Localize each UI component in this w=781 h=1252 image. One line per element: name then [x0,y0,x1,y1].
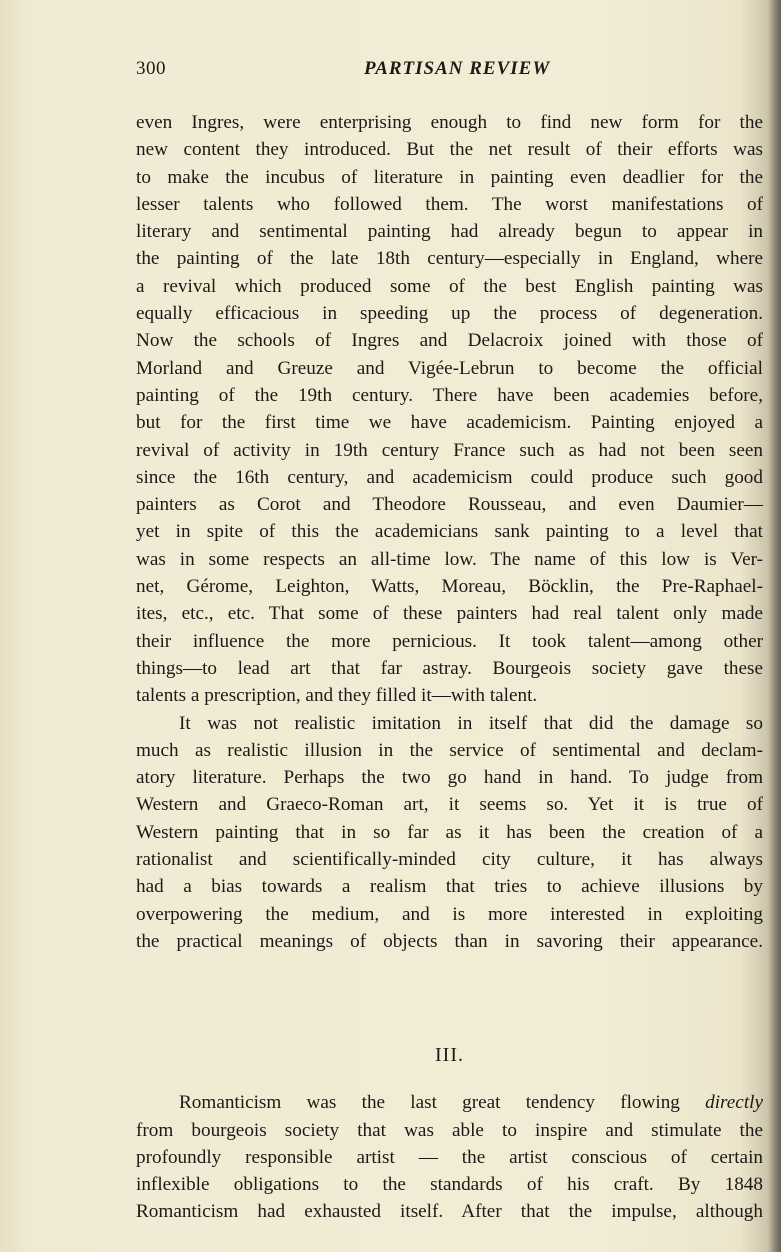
text-line: but for the first time we have academicism. Painting enjoyed a [136,412,763,434]
page-header [136,58,762,88]
text-line: It was not realistic imitation in itself that did the damage so [179,712,763,734]
section-spacer [136,955,763,1041]
text-line: Romanticism had exhausted itself. After that the impulse, although [136,1201,763,1223]
paragraph-1 [136,109,763,710]
text-line: Morland and Greuze and Vigée-Lebrun to become the official [136,357,763,379]
text-line: was in some respects an all-time low. The name of this low is Ver- [136,548,763,570]
paragraph-2 [136,710,763,956]
page-edge-shadow [767,0,781,1252]
text-line: things—to lead art that far astray. Bourgeois society gave these [136,657,763,679]
text-line: overpowering the medium, and is more interested in exploiting [136,903,763,925]
text-line: Now the schools of Ingres and Delacroix joined with those of [136,330,763,352]
body-text [136,109,763,1226]
text-line: the painting of the late 18th century—especially in England, where [136,248,763,270]
page-number: 300 [136,58,166,79]
text-line: even Ingres, were enterprising enough to find new form for the [136,112,763,133]
text-line: inflexible obligations to the standards of his craft. By 1848 [136,1174,763,1196]
text-line: since the 16th century, and academicism could produce such good [136,466,763,488]
text-line: to make the incubus of literature in painting even deadlier for the [136,166,763,188]
text-line: much as realistic illusion in the service of sentimental and declam- [136,739,763,761]
text-line: the practical meanings of objects than in savoring their appearance. [136,930,763,952]
text-line: lesser talents who followed them. The worst manifestations of [136,193,763,215]
text-line: painting of the 19th century. There have been academies before, [136,384,763,406]
text-line: net, Gérome, Leighton, Watts, Moreau, Böcklin, the Pre-Raphael- [136,576,763,598]
running-title: PARTISAN REVIEW [364,58,551,79]
text-line: profoundly responsible artist — the artist conscious of certain [136,1146,763,1168]
text-line: from bourgeois society that was able to inspire and stimulate the [136,1119,763,1141]
text-line: Romanticism was the last great tendency flowing directly [179,1092,763,1114]
paragraph-3 [136,1089,763,1225]
text-line: atory literature. Perhaps the two go hand in hand. To judge from [136,767,763,789]
text-line: yet in spite of this the academicians sank painting to a level that [136,521,763,543]
text-line: rationalist and scientifically-minded city culture, it has always [136,849,763,871]
text-line: a revival which produced some of the best English painting was [136,275,763,297]
text-line: painters as Corot and Theodore Rousseau, and even Daumier— [136,494,763,516]
text-line: their influence the more pernicious. It took talent—among other [136,630,763,652]
text-line: literary and sentimental painting had already begun to appear in [136,221,763,243]
text-line: equally efficacious in speeding up the process of degeneration. [136,303,763,325]
section-heading: III. [435,1044,464,1067]
emphasized-word: directly [705,1092,763,1114]
text-line: Western and Graeco-Roman art, it seems so. Yet it is true of [136,794,763,816]
text-line: had a bias towards a realism that tries to achieve illusions by [136,876,763,898]
text-line: revival of activity in 19th century France such as had not been seen [136,439,763,461]
text-line: new content they introduced. But the net result of their efforts was [136,139,763,161]
text-line: Western painting that in so far as it has been the creation of a [136,821,763,843]
text-line: talents a prescription, and they filled it—with talent. [136,685,538,707]
text-line: ites, etc., etc. That some of these painters had real talent only made [136,603,763,625]
